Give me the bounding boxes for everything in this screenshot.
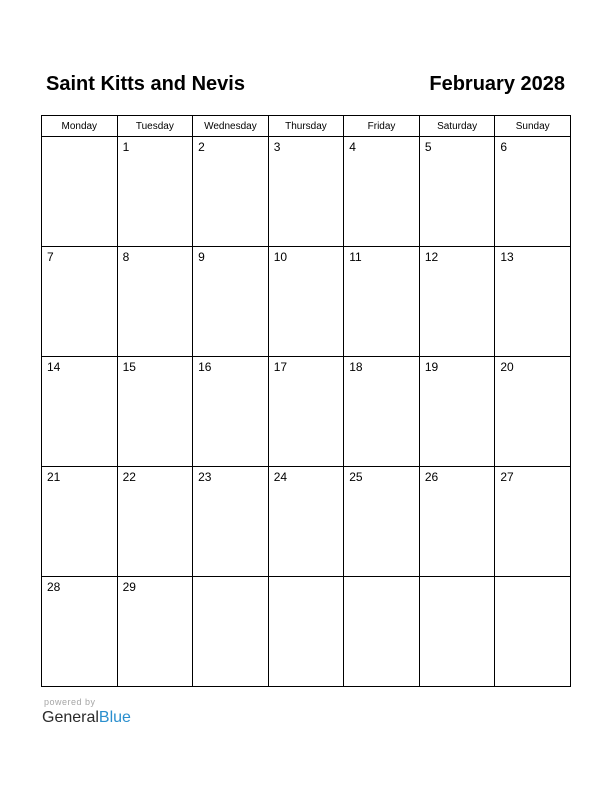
day-cell: [42, 357, 118, 467]
powered-by-text: powered by: [44, 697, 96, 707]
day-number: 14: [47, 360, 61, 374]
day-cell: [268, 247, 344, 357]
weekday-header: Monday: [42, 116, 118, 137]
day-cell: [344, 247, 420, 357]
day-cell: [495, 357, 571, 467]
day-number: 6: [500, 140, 508, 154]
day-cell: [42, 137, 118, 247]
day-number: 4: [349, 140, 356, 154]
day-number: 2: [198, 140, 205, 154]
day-cell: [117, 137, 193, 247]
day-cell: [42, 577, 118, 687]
day-cell: [42, 467, 118, 577]
day-number: [344, 577, 419, 580]
day-cell: [495, 577, 571, 687]
day-cell: [268, 577, 344, 687]
day-cell: [495, 467, 571, 577]
brand-logo: [42, 708, 131, 728]
day-number: 7: [47, 250, 54, 264]
day-cell: [344, 577, 420, 687]
day-cell: [344, 357, 420, 467]
day-cell: [495, 137, 571, 247]
day-cell: [268, 357, 344, 467]
day-number: 1: [122, 140, 130, 154]
day-number: 20: [500, 360, 514, 374]
day-number: [420, 577, 495, 580]
day-number: 18: [349, 360, 363, 374]
weekday-header-row: [42, 116, 571, 137]
day-cell: [268, 467, 344, 577]
day-number: 28: [47, 580, 61, 594]
day-number: 13: [500, 250, 514, 264]
day-number: 12: [424, 250, 439, 264]
day-cell: [117, 467, 193, 577]
footer-branding: [42, 697, 131, 728]
day-cell: [193, 247, 269, 357]
day-number: 3: [273, 140, 281, 154]
day-cell: [344, 137, 420, 247]
weekday-header: Friday: [344, 116, 420, 137]
day-number: 10: [273, 250, 288, 264]
day-cell: [193, 577, 269, 687]
day-cell: [419, 357, 495, 467]
day-number: 22: [122, 470, 136, 484]
day-cell: [419, 247, 495, 357]
weekday-header: Wednesday: [193, 116, 269, 137]
day-cell: [117, 577, 193, 687]
day-number: [495, 577, 570, 580]
day-number: 17: [273, 360, 288, 374]
week-row: [42, 357, 571, 467]
weekday-header: Tuesday: [117, 116, 193, 137]
day-cell: [419, 467, 495, 577]
day-number: 8: [122, 250, 130, 264]
day-cell: [117, 357, 193, 467]
day-number: 26: [424, 470, 439, 484]
week-row: [42, 577, 571, 687]
brand-general-text: General: [42, 709, 99, 726]
day-number: 27: [500, 470, 514, 484]
day-cell: [495, 247, 571, 357]
day-number: 9: [198, 250, 205, 264]
day-number: 24: [273, 470, 288, 484]
day-number: [42, 137, 117, 140]
month-year-title: February 2028: [429, 73, 565, 95]
day-cell: [419, 137, 495, 247]
day-number: [269, 577, 344, 580]
day-cell: [117, 247, 193, 357]
day-number: [193, 577, 268, 580]
week-row: [42, 137, 571, 247]
day-number: 19: [424, 360, 439, 374]
weekday-header: Sunday: [495, 116, 571, 137]
day-cell: [193, 467, 269, 577]
day-cell: [344, 467, 420, 577]
weekday-header: Thursday: [268, 116, 344, 137]
country-title: Saint Kitts and Nevis: [46, 73, 245, 95]
day-cell: [419, 577, 495, 687]
day-number: 21: [47, 470, 61, 484]
week-row: [42, 247, 571, 357]
week-row: [42, 467, 571, 577]
day-cell: [193, 357, 269, 467]
brand-blue-text: Blue: [98, 709, 131, 726]
day-cell: [42, 247, 118, 357]
day-cell: [268, 137, 344, 247]
weekday-header: Saturday: [419, 116, 495, 137]
day-number: 15: [122, 360, 136, 374]
day-number: 29: [122, 580, 136, 594]
day-number: 11: [349, 250, 362, 264]
day-number: 23: [198, 470, 212, 484]
day-number: 25: [349, 470, 363, 484]
day-number: 5: [424, 140, 432, 154]
day-number: 16: [198, 360, 212, 374]
day-cell: [193, 137, 269, 247]
calendar-grid: [41, 115, 571, 687]
